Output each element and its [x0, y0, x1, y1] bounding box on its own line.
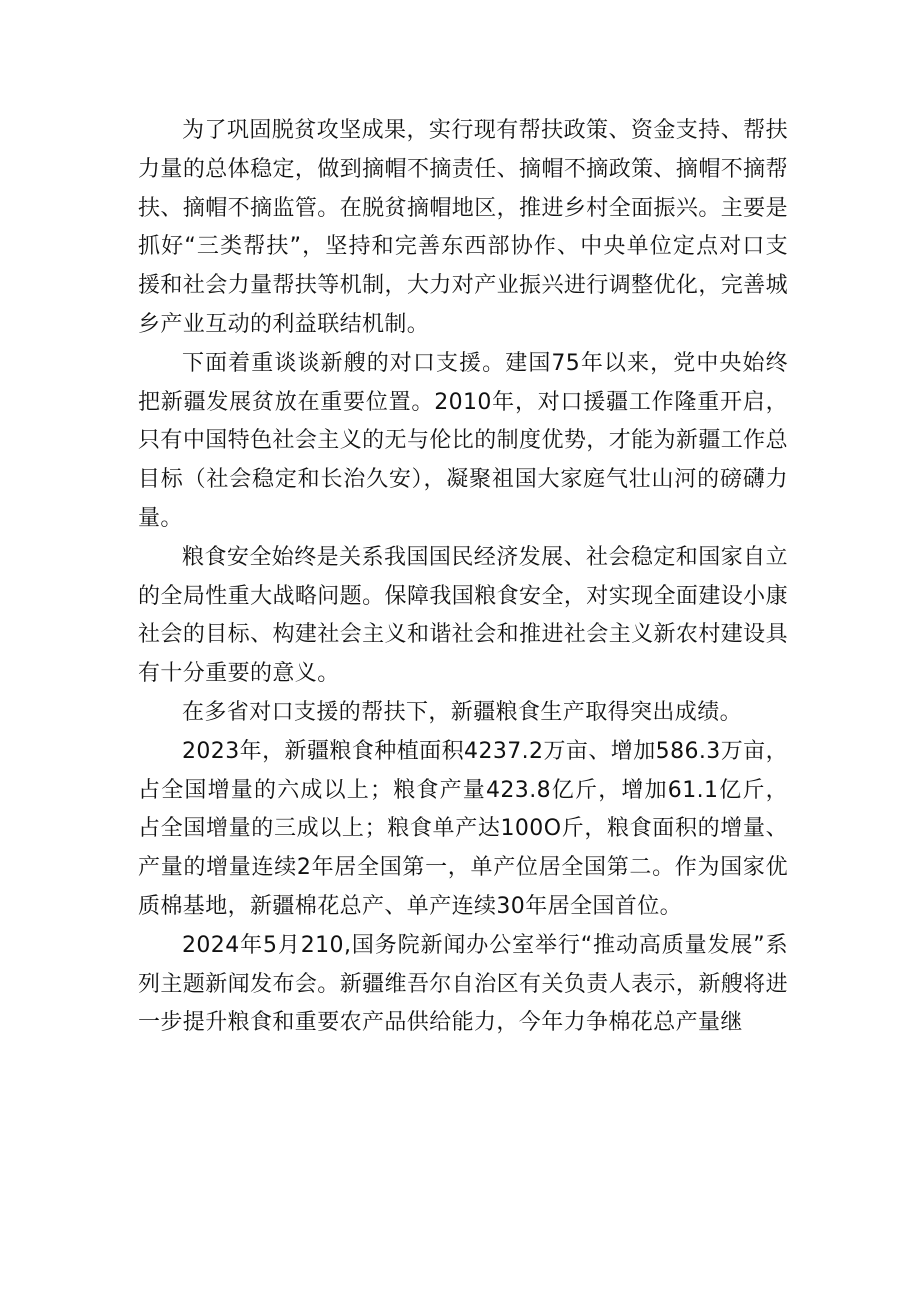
paragraph-2023-statistics: 2023年，新疆粮食种植面积4237.2万亩、增加586.3万亩，占全国增量的六成以上；粮食产量423.8亿斤，增加61.1亿斤，占全国增量的三成以上；粮食单产达100O斤，粮食面积的增量、产量的增量连续2年居全国第一，单产位居全国第二。作为国家优质棉基地，新疆棉花总产、单产连续30年居全国首位。 — [138, 738, 788, 919]
paragraph-xinjiang-aid: 下面着重谈谈新艘的对口支援。建国75年以来，党中央始终把新疆发展贫放在重要位置。2010年，对口援疆工作隆重开启，只有中国特色社会主义的无与伦比的制度优势，才能为新疆工作总目标（社会稳定和长治久安），凝聚祖国大家庭气壮山河的磅礴力量。 — [138, 350, 788, 531]
paragraph-2024-press-conference: 2024年5月210,国务院新闻办公室举行“推动高质量发展”系列主题新闻发布会。新疆维吾尔自治区有关负责人表示，新艘将进一步提升粮食和重要农产品供给能力，今年力争棉花总产量继 — [138, 932, 788, 1036]
paragraph-food-security: 粮食安全始终是关系我国国民经济发展、社会稳定和国家自立的全局性重大战略问题。保障我国粮食安全，对实现全面建设小康社会的目标、构建社会主义和谐社会和推进社会主义新农村建设具有十分重要的意义。 — [138, 544, 788, 687]
paragraph-poverty-consolidation: 为了巩固脱贫攻坚成果，实行现有帮扶政策、资金支持、帮扶力量的总体稳定，做到摘帽不摘责任、摘帽不摘政策、摘帽不摘帮扶、摘帽不摘监管。在脱贫摘帽地区，推进乡村全面振兴。主要是抓好“三类帮扶”，坚持和完善东西部协作、中央单位定点对口支援和社会力量帮扶等机制，大力对产业振兴进行调整优化，完善城乡产业互动的利益联结机制。 — [138, 118, 788, 337]
paragraph-grain-achievement: 在多省对口支援的帮扶下，新疆粮食生产取得突出成绩。 — [182, 699, 743, 725]
document-body — [138, 112, 788, 1043]
